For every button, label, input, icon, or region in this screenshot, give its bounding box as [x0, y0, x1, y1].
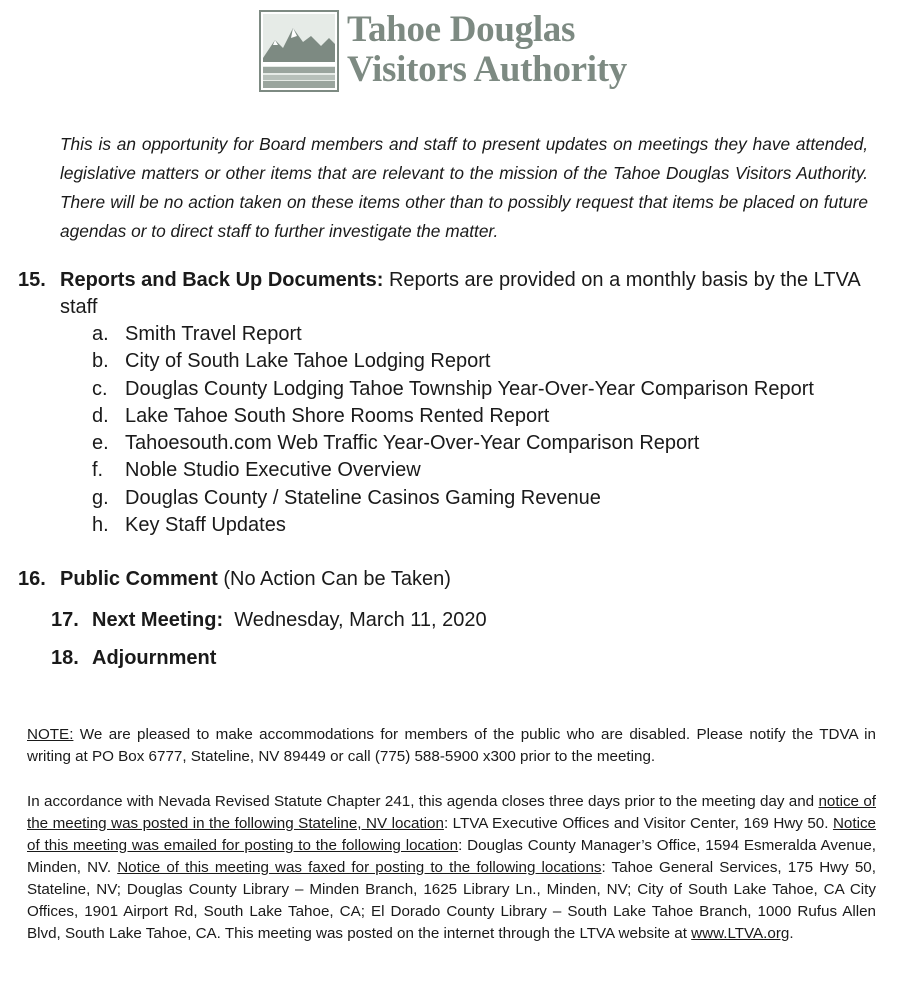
item-heading: Reports and Back Up Documents:	[60, 269, 384, 291]
item-number: 15.	[18, 269, 46, 291]
notice-text: : LTVA Executive Offices and Visitor Center, 169 Hwy 50.	[443, 815, 833, 832]
list-item: c. Douglas County Lodging Tahoe Township Year-Over-Year Comparison Report	[92, 377, 814, 400]
ltva-website-link[interactable]: www.LTVA.org	[691, 925, 790, 942]
agenda-item-17	[51, 607, 487, 634]
list-item: f. Noble Studio Executive Overview	[92, 459, 421, 482]
note-text: We are pleased to make accommodations for members of the public who are disabled. Please notify the TDVA in writing at PO Box 6777, Stateline, NV 89449 or call (775) 588-5900 x300 prior to the meeting.	[27, 726, 876, 765]
mountain-lake-logo-icon	[259, 10, 339, 92]
item-heading: Public Comment	[60, 568, 218, 590]
note-label: NOTE:	[27, 726, 74, 743]
list-item: d. Lake Tahoe South Shore Rooms Rented Report	[92, 404, 550, 427]
item-heading: Adjournment	[92, 647, 217, 669]
agenda-item-15	[18, 267, 878, 321]
item-heading: Next Meeting:	[92, 609, 224, 631]
list-item: g. Douglas County / Stateline Casinos Gaming Revenue	[92, 486, 601, 509]
list-item: b. City of South Lake Tahoe Lodging Report	[92, 350, 491, 373]
item-number: 18.	[51, 647, 79, 669]
notice-text: : Tahoe General Services, 175 Hwy 50, Stateline, NV; Douglas County Library – Minden Branch, 1625 Library Ln., Minden, NV; City of South Lake Tahoe, CA City Offices, 1901 Airport Rd, South Lake Tahoe, CA; El Dorado County Library – South Lake Tahoe Branch, 1000 Rufus Allen Blvd, South Lake Tahoe, CA. This meeting was posted on the internet through the LTVA website at	[27, 859, 876, 942]
item-number: 16.	[18, 568, 46, 590]
notice-underlined: notice of the meeting was posted in the following Stateline, NV location	[27, 793, 876, 832]
logo-line-1: Tahoe Douglas	[347, 9, 576, 50]
notice-text: : Douglas County Manager’s Office, 1594 Esmeralda Avenue, Minden, NV.	[27, 837, 876, 876]
posting-notice	[27, 791, 876, 945]
list-item: e. Tahoesouth.com Web Traffic Year-Over-Year Comparison Report	[92, 432, 700, 455]
item-number: 17.	[51, 609, 79, 631]
logo	[259, 10, 627, 96]
list-item: a. Smith Travel Report	[92, 323, 302, 345]
reports-list	[92, 321, 814, 539]
agenda-item-16	[18, 566, 451, 593]
item-text: Wednesday, March 11, 2020	[223, 609, 487, 631]
notice-underlined: Notice of this meeting was emailed for posting to the following location	[27, 815, 877, 854]
logo-text	[347, 10, 627, 90]
list-item: h. Key Staff Updates	[92, 514, 286, 537]
notice-text: .	[789, 925, 794, 942]
logo-line-2: Visitors Authority	[347, 49, 627, 90]
item-text: Reports are provided on a monthly basis by the LTVA staff	[60, 269, 860, 318]
notice-underlined: Notice of this meeting was faxed for posting to the following locations	[117, 859, 602, 876]
item-text: (No Action Can be Taken)	[217, 568, 451, 590]
accessibility-note	[27, 724, 876, 768]
intro-paragraph: This is an opportunity for Board members and staff to present updates on meetings they have attended, legislative matters or other items that are relevant to the mission of the Tahoe Douglas Visitors Authority. There will be no action taken on these items other than to possibly request that items be placed on future agendas or to direct staff to further investigate the matter.	[60, 134, 868, 241]
notice-text: In accordance with Nevada Revised Statute Chapter 241, this agenda closes three days prior to the meeting day and	[27, 793, 819, 810]
agenda-item-18	[51, 645, 216, 672]
